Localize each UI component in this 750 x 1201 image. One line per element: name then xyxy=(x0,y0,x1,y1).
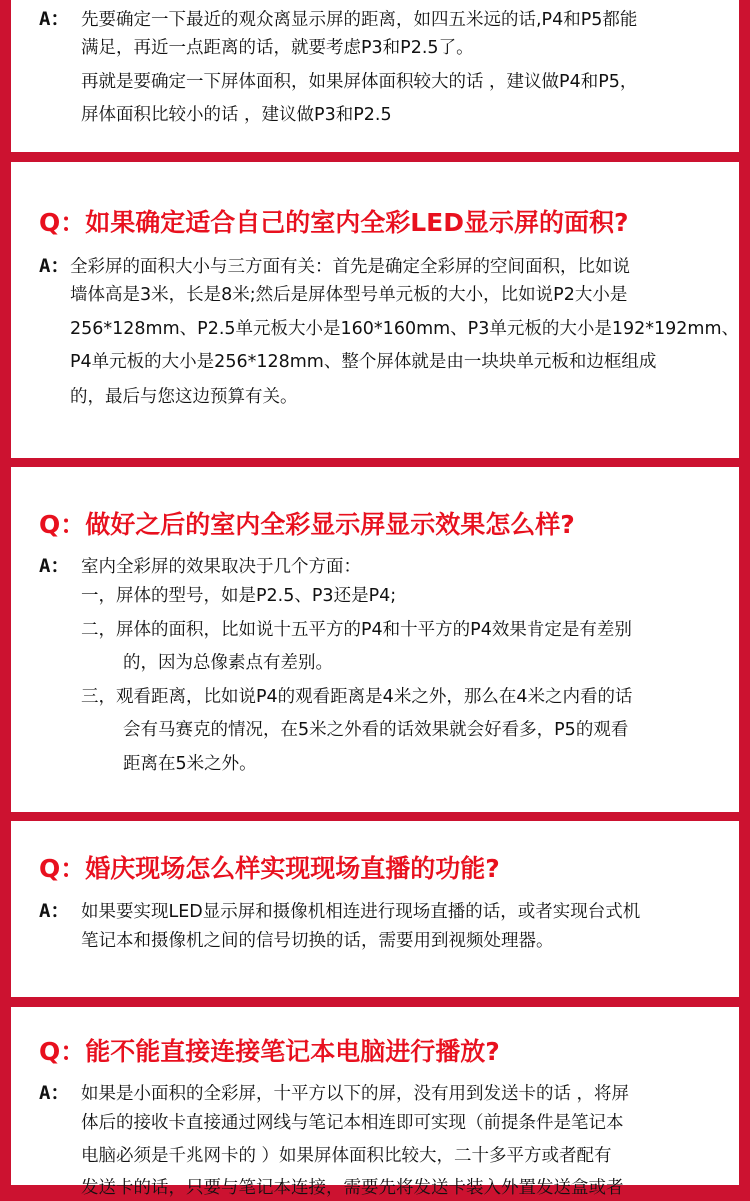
answer-label: A： xyxy=(39,555,70,577)
question-heading: Q：如果确定适合自己的室内全彩LED显示屏的面积? xyxy=(39,208,629,237)
answer-line: 全彩屏的面积大小与三方面有关：首先是确定全彩屏的空间面积，比如说 xyxy=(70,257,630,277)
answer-label: A： xyxy=(39,8,70,30)
answer-line: P4单元板的大小是256*128mm、整个屏体就是由一块块单元板和边框组成 xyxy=(70,352,657,372)
answer-line: 如果要实现LED显示屏和摄像机相连进行现场直播的话，或者实现台式机 xyxy=(81,902,641,922)
answer-line: 一，屏体的型号，如是P2.5、P3还是P4; xyxy=(81,586,397,606)
answer-label: A： xyxy=(39,255,70,277)
answer-line: 二，屏体的面积，比如说十五平方的P4和十平方的P4效果肯定是有差别 xyxy=(81,620,632,640)
answer-line: 电脑必须是千兆网卡的 ）如果屏体面积比较大，二十多平方或者配有 xyxy=(81,1146,612,1166)
answer-line: 会有马赛克的情况，在5米之外看的话效果就会好看多，P5的观看 xyxy=(123,720,629,740)
question-heading: Q：做好之后的室内全彩显示屏显示效果怎么样? xyxy=(39,510,575,539)
answer-line: 三，观看距离，比如说P4的观看距离是4米之外，那么在4米之内看的话 xyxy=(81,687,633,707)
question-heading: Q：能不能直接连接笔记本电脑进行播放? xyxy=(39,1037,500,1066)
faq-card-2 xyxy=(11,162,739,458)
faq-card-1 xyxy=(11,0,739,152)
answer-label: A： xyxy=(39,1082,70,1104)
answer-line: 满足，再近一点距离的话，就要考虑P3和P2.5了。 xyxy=(81,38,474,58)
answer-line: 的，因为总像素点有差别。 xyxy=(123,653,333,673)
answer-line: 笔记本和摄像机之间的信号切换的话，需要用到视频处理器。 xyxy=(81,931,554,951)
answer-line: 屏体面积比较小的话 ，建议做P3和P2.5 xyxy=(81,105,392,125)
answer-line: 室内全彩屏的效果取决于几个方面： xyxy=(81,557,361,577)
answer-label: A： xyxy=(39,900,70,922)
faq-card-5 xyxy=(11,1007,739,1198)
question-heading: Q：婚庆现场怎么样实现现场直播的功能? xyxy=(39,854,500,883)
faq-card-3 xyxy=(11,467,739,812)
answer-line: 体后的接收卡直接通过网线与笔记本相连即可实现（前提条件是笔记本 xyxy=(81,1113,624,1133)
answer-line: 如果是小面积的全彩屏，十平方以下的屏，没有用到发送卡的话 ，将屏 xyxy=(81,1084,630,1104)
faq-card-4 xyxy=(11,821,739,997)
answer-line: 的，最后与您这边预算有关。 xyxy=(70,387,298,407)
answer-line: 先要确定一下最近的观众离显示屏的距离，如四五米远的话,P4和P5都能 xyxy=(81,10,638,30)
answer-line: 距离在5米之外。 xyxy=(123,754,257,774)
answer-line: 墙体高是3米，长是8米;然后是屏体型号单元板的大小，比如说P2大小是 xyxy=(70,285,628,305)
answer-line: 发送卡的话，只要与笔记本连接，需要先将发送卡装入外置发送盒或者 xyxy=(81,1178,624,1198)
answer-line: 再就是要确定一下屏体面积，如果屏体面积较大的话 ，建议做P4和P5， xyxy=(81,72,638,92)
answer-line: 256*128mm、P2.5单元板大小是160*160mm、P3单元板的大小是192*192mm、 xyxy=(70,319,740,339)
